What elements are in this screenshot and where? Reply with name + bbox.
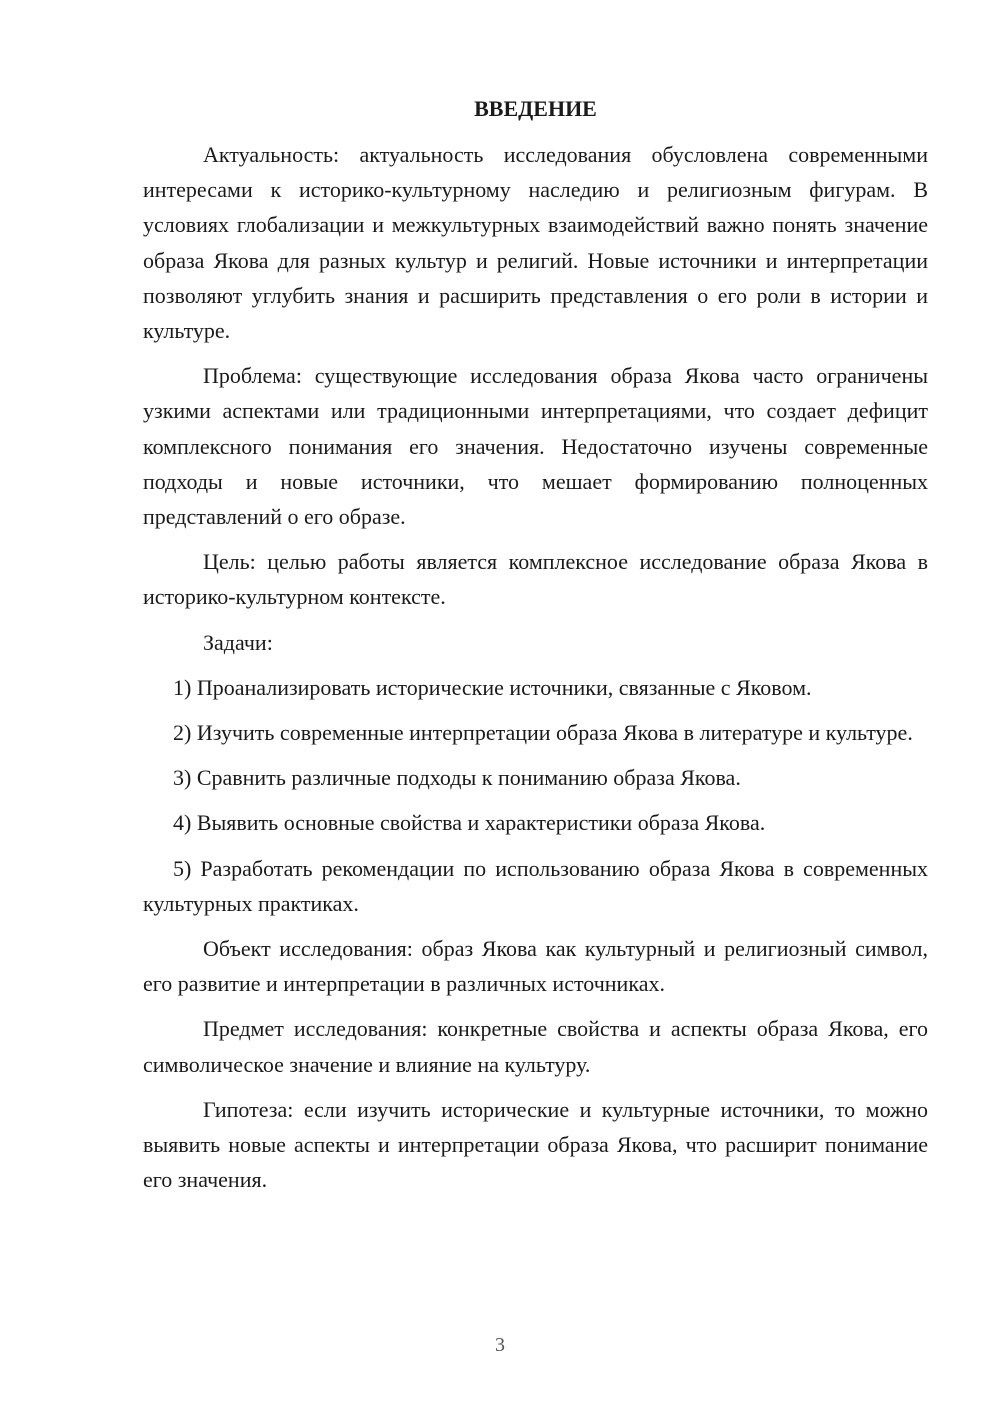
relevance-paragraph: Актуальность: актуальность исследования обусловлена современными интересами к историко-культурному наследию и религиозным фигурам. В условиях глобализации и межкультурных взаимодействий важно понять значение образа Якова для разных культур и религий. Новые источники и интерпретации позволяют углубить знания и расширить представления о его роли в истории и культуре. (143, 142, 928, 344)
problem-paragraph: Проблема: существующие исследования образа Якова часто ограничены узкими аспектами или традиционными интерпретациями, что создает дефицит комплексного понимания его значения. Недостаточно изучены современные подходы и новые источники, что мешает формированию полноценных представлений о его образе. (143, 363, 928, 530)
object-paragraph: Объект исследования: образ Якова как культурный и религиозный символ, его развитие и интерпретации в различных источниках. (143, 936, 928, 997)
page-number: 3 (495, 1334, 505, 1356)
document-page (143, 96, 928, 1207)
task-item: 4) Выявить основные свойства и характеристики образа Якова. (173, 810, 766, 836)
subject-paragraph: Предмет исследования: конкретные свойства и аспекты образа Якова, его символическое значение и влияние на культуру. (143, 1016, 928, 1077)
hypothesis-paragraph: Гипотеза: если изучить исторические и культурные источники, то можно выявить новые аспекты и интерпретации образа Якова, что расширит понимание его значения. (143, 1096, 928, 1193)
task-item: 1) Проанализировать исторические источники, связанные с Яковом. (173, 674, 812, 700)
tasks-heading: Задачи: (203, 629, 273, 655)
task-item: 3) Сравнить различные подходы к пониманию образа Якова. (173, 765, 741, 791)
section-title: ВВЕДЕНИЕ (474, 96, 597, 121)
task-item: 5) Разработать рекомендации по использованию образа Якова в современных культурных практиках. (143, 855, 928, 916)
goal-paragraph: Цель: целью работы является комплексное исследование образа Якова в историко-культурном контексте. (143, 549, 928, 610)
task-item: 2) Изучить современные интерпретации образа Якова в литературе и культуре. (173, 720, 913, 746)
